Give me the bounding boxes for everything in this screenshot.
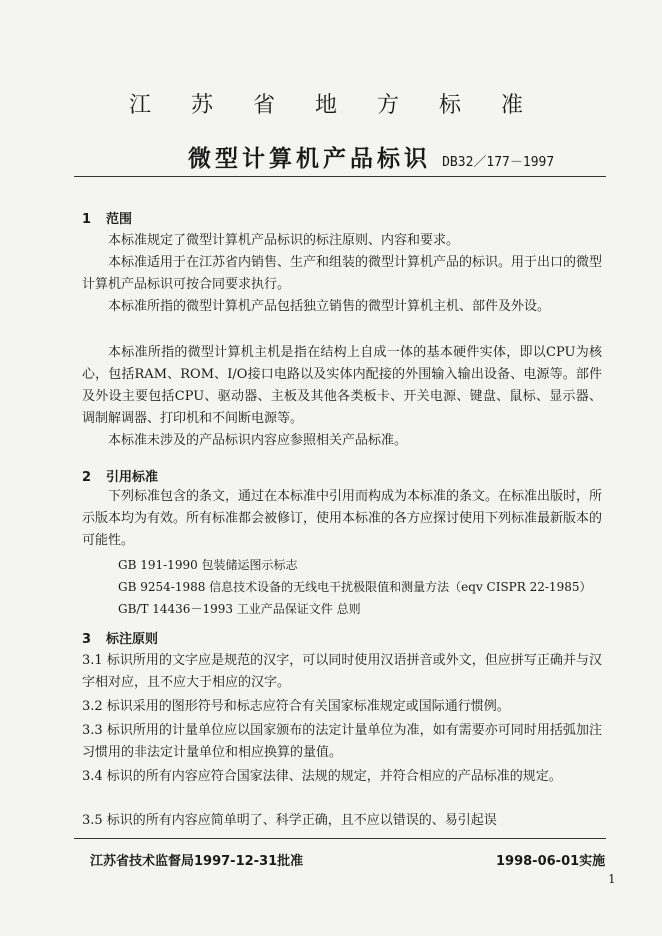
- section-1-paragraph: 本标准规定了微型计算机产品标识的标注原则、内容和要求。: [108, 233, 460, 248]
- header-rule: [74, 176, 606, 177]
- reference-item: GB 9254-1988 信息技术设备的无线电干扰极限值和测量方法（eqv CISPR 22-1985）: [118, 580, 592, 594]
- issued-by: 江苏省技术监督局1997-12-31批准: [90, 854, 304, 869]
- section-title: 范围: [106, 212, 133, 227]
- page-number: 1: [608, 872, 616, 886]
- standard-code: DB32／177－1997: [442, 155, 555, 170]
- effective-date: 1998-06-01实施: [496, 854, 606, 869]
- reference-item: GB 191-1990 包装储运图示标志: [118, 558, 298, 572]
- section-3-heading: [82, 628, 158, 647]
- section-2-heading: [82, 466, 158, 485]
- section-title: 标注原则: [106, 632, 159, 647]
- clause-paragraph: 3.5 标识的所有内容应简单明了、科学正确，且不应以错误的、易引起误: [82, 813, 497, 828]
- reference-item: GB/T 14436－1993 工业产品保证文件 总则: [118, 602, 361, 616]
- clause-paragraph: 3.1 标识所用的文字应是规范的汉字，可以同时使用汉语拼音或外文，但应拼写正确并与汉字相对应，且不应大于相应的汉字。: [82, 653, 602, 690]
- section-1-heading: [82, 208, 132, 227]
- standard-type-heading: 江苏省地方标准: [128, 93, 563, 118]
- section-number: 3: [82, 632, 92, 647]
- section-number: 2: [82, 470, 92, 485]
- title-row: [188, 140, 554, 173]
- document-title: 微型计算机产品标识: [188, 145, 431, 172]
- section-title: 引用标准: [106, 470, 159, 485]
- section-1-paragraph: 本标准适用于在江苏省内销售、生产和组装的微型计算机产品的标识。用于出口的微型计算机产品标识可按合同要求执行。: [82, 255, 603, 292]
- section-2-paragraph: 下列标准包含的条文，通过在本标准中引用而构成为本标准的条文。在标准出版时，所示版本均为有效。所有标准都会被修订，使用本标准的各方应探讨使用下列标准最新版本的可能性。: [82, 489, 603, 548]
- section-1-paragraph: 本标准未涉及的产品标识内容应参照相关产品标准。: [108, 433, 408, 448]
- footer-rule: [74, 838, 606, 839]
- clause-paragraph: 3.3 标识所用的计量单位应以国家颁布的法定计量单位为准，如有需要亦可同时用括弧加注习惯用的非法定计量单位和相应换算的量值。: [82, 723, 602, 760]
- clause-paragraph: 3.2 标识采用的图形符号和标志应符合有关国家标准规定或国际通行惯例。: [82, 699, 510, 714]
- section-number: 1: [82, 212, 92, 227]
- section-1-paragraph: 本标准所指的微型计算机产品包括独立销售的微型计算机主机、部件及外设。: [108, 299, 551, 314]
- section-1-paragraph: 本标准所指的微型计算机主机是指在结构上自成一体的基本硬件实体，即以CPU为核心，包括RAM、ROM、I/O接口电路以及实体内配接的外围输入输出设备、电源等。部件及外设主要包括CPU、驱动器、主板及其他各类板卡、开关电源、键盘、鼠标、显示器、调制解调器、打印机和不间断电源等。: [82, 345, 602, 426]
- clause-paragraph: 3.4 标识的所有内容应符合国家法律、法规的规定，并符合相应的产品标准的规定。: [82, 769, 562, 784]
